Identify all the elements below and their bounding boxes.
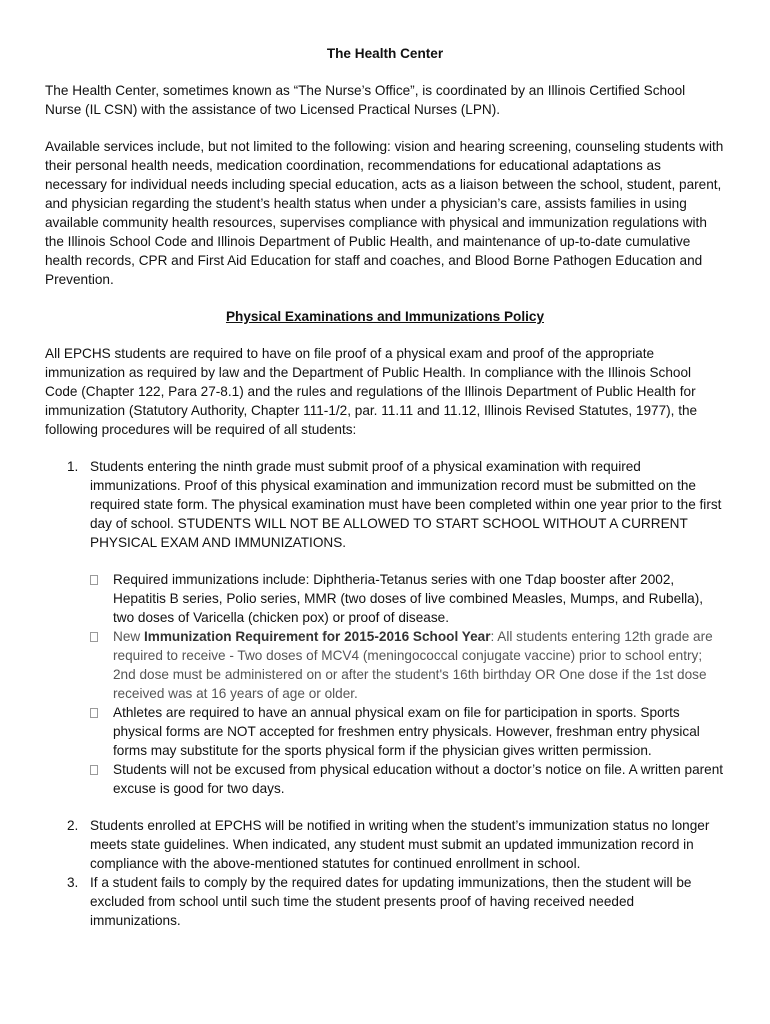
checkbox-bullet-icon	[90, 765, 98, 775]
item-number: 1.	[67, 459, 79, 474]
sublist-item-text: Athletes are required to have an annual physical exam on file for participation in sports. Sports physical forms are NOT accepted for freshmen entry physicals. However, freshman entry physical forms may substitute for the sports physical form if the physician gives written permission.	[113, 705, 700, 758]
item-number: 3.	[67, 875, 79, 890]
sublist-item-prefix: New	[113, 629, 144, 644]
sublist-item-text: Students will not be excused from physical education without a doctor’s notice on file. A written parent excuse is good for two days.	[113, 762, 724, 796]
list-item	[45, 816, 725, 873]
requirements-sublist	[90, 570, 725, 798]
sublist-item	[90, 570, 725, 627]
sublist-item	[90, 627, 725, 703]
procedures-list	[45, 457, 725, 930]
sublist-item	[90, 703, 725, 760]
item-text: Students enrolled at EPCHS will be notified in writing when the student’s immunization status no longer meets state guidelines. When indicated, any student must submit an updated immunization record in compliance with the above-mentioned statutes for continued enrollment in school.	[90, 818, 710, 871]
services-paragraph: Available services include, but not limited to the following: vision and hearing screening, counseling students with their personal health needs, medication coordination, recommendations for educational adaptations as necessary for individual needs including special education, acts as a liaison between the school, student, parent, and physician regarding the student’s health status when under a physician’s care, assists families in using available community health resources, supervises compliance with physical and immunization regulations with the Illinois School Code and Illinois Department of Public Health, and maintenance of up-to-date cumulative health records, CPR and First Aid Education for staff and coaches, and Blood Borne Pathogen Education and Prevention.	[45, 139, 724, 287]
item-text: Students entering the ninth grade must submit proof of a physical examination with required immunizations. Proof of this physical examination and immunization record must be submitted on the required state form. The physical examination must have been completed within one year prior to the first day of school. STUDENTS WILL NOT BE ALLOWED TO START SCHOOL WITHOUT A CURRENT PHYSICAL EXAM AND IMMUNIZATIONS.	[90, 459, 722, 550]
sublist-item-text: Required immunizations include: Diphtheria-Tetanus series with one Tdap booster after 2002, Hepatitis B series, Polio series, MMR (two doses of live combined Measles, Mumps, and Rubella), two doses of Varicella (chicken pox) or proof of disease.	[113, 572, 704, 625]
checkbox-bullet-icon	[90, 708, 98, 718]
document-title: The Health Center	[326, 46, 444, 61]
sublist-item	[90, 760, 725, 798]
checkbox-bullet-icon	[90, 632, 98, 642]
checkbox-bullet-icon	[90, 575, 98, 585]
item-number: 2.	[67, 818, 79, 833]
item-text: If a student fails to comply by the required dates for updating immunizations, then the student will be excluded from school until such time the student presents proof of having received needed immunizations.	[90, 875, 692, 928]
intro-paragraph: The Health Center, sometimes known as “The Nurse’s Office”, is coordinated by an Illinois Certified School Nurse (IL CSN) with the assistance of two Licensed Practical Nurses (LPN).	[45, 83, 686, 117]
sublist-item-text: : All students entering 12th grade are required to receive - Two doses of MCV4 (meningococcal conjugate vaccine) prior to school entry; 2nd dose must be administered on or after the student's 16th birthday OR One dose if the 1st dose received was at 16 years of age or older.	[113, 629, 713, 701]
sublist-item-bold: Immunization Requirement for 2015-2016 School Year	[143, 629, 491, 644]
policy-intro-paragraph: All EPCHS students are required to have on file proof of a physical exam and proof of the appropriate immunization as required by law and the Department of Public Health. In compliance with the Illinois School Code (Chapter 122, Para 27-8.1) and the rules and regulations of the Illinois Department of Public Health for immunization (Statutory Authority, Chapter 111-1/2, par. 11.11 and 11.12, Illinois Revised Statutes, 1977), the following procedures will be required of all students:	[45, 346, 698, 437]
list-item	[45, 873, 725, 930]
policy-heading: Physical Examinations and Immunizations Policy	[225, 309, 545, 324]
list-item	[45, 457, 725, 798]
